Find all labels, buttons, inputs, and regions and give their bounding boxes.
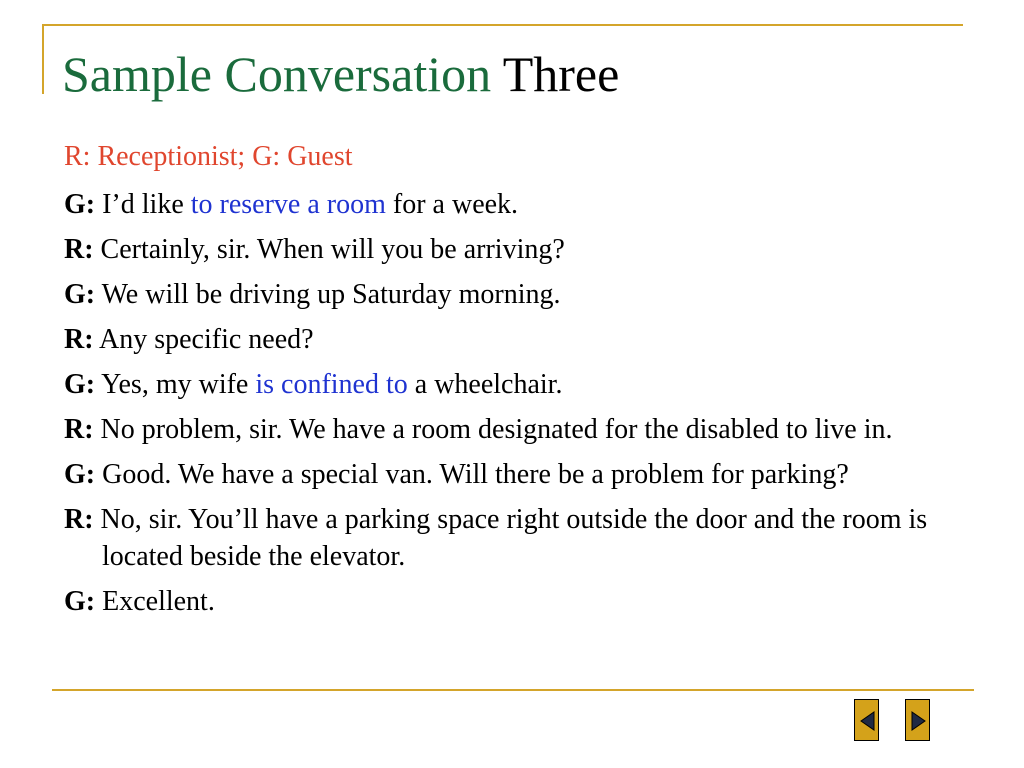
conversation-lines (64, 186, 964, 628)
speaker-label: G: (64, 586, 96, 617)
line-text: No problem, sir. We have a room designated for the disabled to live in. (93, 414, 893, 445)
line-text: No, sir. You’ll have a parking space right outside the door and the room is located beside the elevator. (93, 504, 928, 572)
speaker-label: R: (64, 414, 94, 445)
triangle-left-icon (855, 700, 880, 742)
speaker-label: G: (64, 279, 96, 310)
highlighted-phrase: to reserve a room (190, 189, 386, 220)
line-text: for a week. (385, 189, 519, 220)
speaker-label: G: (64, 189, 96, 220)
line-text: Excellent. (95, 586, 215, 617)
highlighted-phrase: is confined to (255, 369, 408, 400)
line-text: I’d like (95, 189, 191, 220)
next-slide-button[interactable] (905, 699, 930, 741)
dialogue-line (64, 276, 964, 313)
speaker-label: R: (64, 504, 94, 535)
bottom-rule (52, 689, 974, 691)
previous-slide-button[interactable] (854, 699, 879, 741)
left-frame-rule (42, 24, 44, 94)
line-text: We will be driving up Saturday morning. (95, 279, 561, 310)
slide-title (62, 44, 619, 104)
speaker-label: R: (64, 324, 94, 355)
dialogue-line (64, 411, 964, 448)
speaker-label: G: (64, 369, 96, 400)
line-text: Yes, my wife (95, 369, 256, 400)
dialogue-line (64, 186, 964, 223)
dialogue-line (64, 321, 964, 358)
line-text: a wheelchair. (407, 369, 563, 400)
speaker-label: R: (64, 234, 94, 265)
triangle-right-icon (906, 700, 931, 742)
roles-legend: R: Receptionist; G: Guest (64, 141, 353, 172)
dialogue-line (64, 231, 964, 268)
dialogue-line (64, 583, 964, 620)
line-text: Certainly, sir. When will you be arriving? (93, 234, 565, 265)
dialogue-line (64, 501, 964, 575)
top-frame-rule (42, 24, 963, 26)
line-text: Any specific need? (93, 324, 314, 355)
speaker-label: G: (64, 459, 96, 490)
dialogue-line (64, 456, 964, 493)
line-text: Good. We have a special van. Will there be a problem for parking? (95, 459, 849, 490)
dialogue-line (64, 366, 964, 403)
title-suffix: Three (502, 46, 620, 102)
title-main: Sample Conversation (62, 46, 492, 102)
